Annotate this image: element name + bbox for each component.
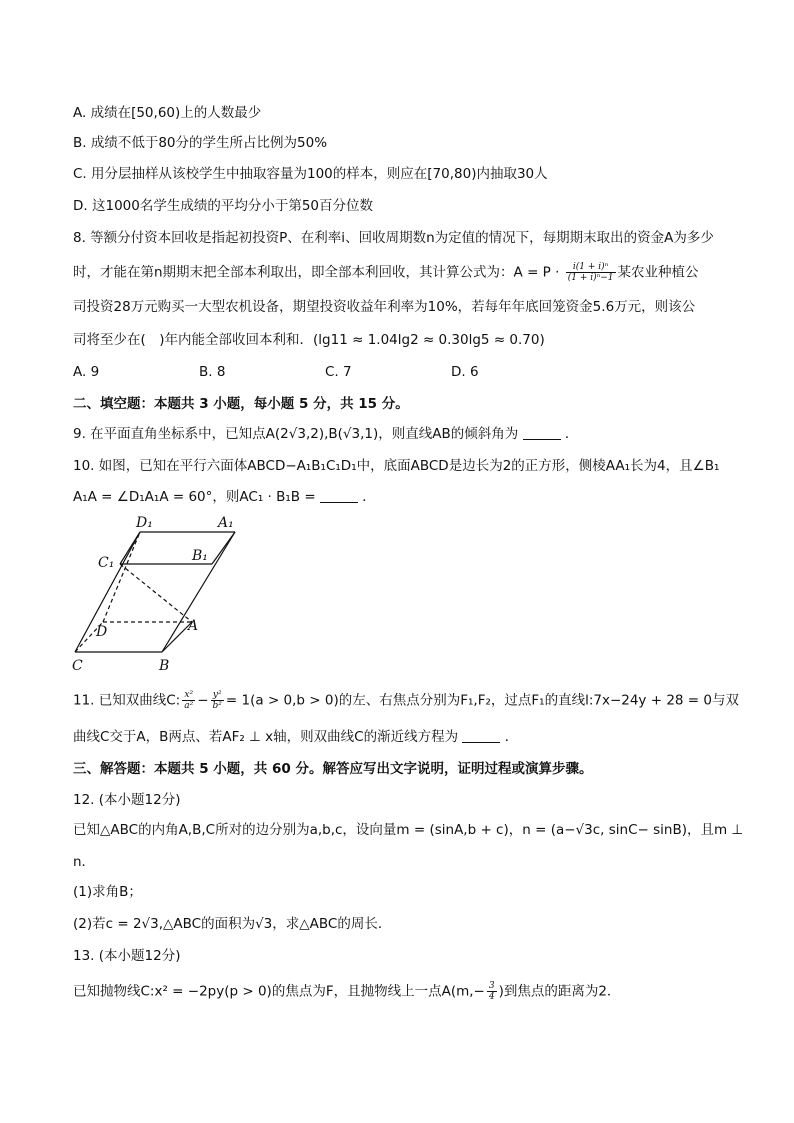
label-a: A bbox=[188, 618, 199, 634]
q11-x-fraction bbox=[182, 690, 195, 711]
q7-option-c: C. 用分层抽样从该校学生中抽取容量为100的样本，则应在[70,80)内抽取30人 bbox=[73, 166, 548, 182]
q9-text bbox=[73, 424, 578, 444]
q8-line-2-post: 某农业种植公 bbox=[617, 264, 699, 281]
q11-y-denominator: b² bbox=[212, 701, 222, 711]
q11-x-numerator: x² bbox=[182, 690, 195, 701]
q10-line-1: 10. 如图，已知在平行六面体ABCD−A₁B₁C₁D₁中，底面ABCD是边长为2的正方形，侧棱AA₁长为4，且∠B₁ bbox=[73, 458, 720, 474]
q8-line-1: 8. 等额分付资本回收是指起初投资P、在利率i、回收周期数n为定值的情况下，每期期末取出的资金A为多少 bbox=[73, 230, 714, 246]
q11-line-2 bbox=[73, 727, 518, 747]
q8-line-3: 司投资28万元购买一大型农机设备，期望投资收益年利率为10%，若每年年底回笼资金5.6万元，则该公 bbox=[73, 299, 696, 315]
q9-post: ． bbox=[564, 426, 579, 442]
q7-option-b: B. 成绩不低于80分的学生所占比例为50% bbox=[73, 135, 328, 151]
q8-options bbox=[73, 362, 577, 382]
q12-line-2: n． bbox=[73, 854, 96, 870]
parallelepiped-figure bbox=[70, 512, 260, 677]
q11-line-1 bbox=[73, 690, 739, 711]
section-fill-in-heading: 二、填空题：本题共 3 小题，每小题 5 分，共 15 分。 bbox=[73, 396, 409, 412]
q11-y-fraction bbox=[211, 690, 224, 711]
q9-pre: 9. 在平面直角坐标系中，已知点A(2√3,2),B(√3,1)，则直线AB的倾斜角为 bbox=[73, 426, 519, 442]
q11-answer-blank bbox=[462, 728, 500, 743]
edge-cd1 bbox=[75, 532, 140, 652]
q11-line-1-post: = 1(a > 0,b > 0)的左、右焦点分别为F₁,F₂，过点F₁的直线l:7x−24y + 28 = 0与双 bbox=[225, 692, 739, 709]
q13-fraction-numerator: 3 bbox=[488, 981, 495, 991]
q11-line-2-post: ． bbox=[504, 729, 519, 745]
q10-line-2 bbox=[73, 487, 376, 507]
edge-c1d1 bbox=[120, 532, 140, 564]
section-solution-heading: 三、解答题：本题共 5 小题，共 60 分。解答应写出文字说明，证明过程或演算步骤。 bbox=[73, 761, 593, 777]
q13-header: 13. (本小题12分) bbox=[73, 948, 181, 964]
label-b: B bbox=[159, 658, 170, 674]
q8-option-a: A. 9 bbox=[73, 364, 100, 380]
q11-line-1-pre: 11. 已知双曲线C: bbox=[73, 692, 181, 709]
edge-b1a1 bbox=[212, 532, 235, 564]
parallelepiped-diagram bbox=[70, 512, 260, 677]
q10-answer-blank bbox=[320, 488, 358, 503]
q8-line-4: 司将至少在( )年内能全部收回本利和．(lg11 ≈ 1.04lg2 ≈ 0.30lg5 ≈ 0.70) bbox=[73, 332, 545, 348]
q13-line-1-pre: 已知抛物线C:x² = −2py(p > 0)的焦点为F，且抛物线上一点A(m,− bbox=[73, 983, 485, 1000]
diagonal-c1a bbox=[120, 564, 192, 622]
q11-minus: − bbox=[197, 692, 209, 709]
q10-line-2-pre: A₁A = ∠D₁A₁A = 60°，则AC₁ · B₁B = bbox=[73, 489, 316, 505]
q11-y-numerator: y² bbox=[211, 690, 224, 701]
q11-line-2-pre: 曲线C交于A，B两点、若AF₂ ⊥ x轴，则双曲线C的渐近线方程为 bbox=[73, 729, 459, 745]
q7-option-d: D. 这1000名学生成绩的平均分小于第50百分位数 bbox=[73, 198, 374, 214]
q8-line-2 bbox=[73, 262, 699, 283]
q8-fraction-numerator: i(1 + i)ⁿ bbox=[566, 262, 616, 273]
label-d: D bbox=[96, 624, 108, 640]
edge-dd1 bbox=[103, 532, 140, 622]
q12-part-2: (2)若c = 2√3,△ABC的面积为√3，求△ABC的周长． bbox=[73, 916, 392, 932]
q13-fraction-denominator: 4 bbox=[488, 992, 495, 1002]
q7-option-a: A. 成绩在[50,60)上的人数最少 bbox=[73, 105, 262, 121]
q8-option-d: D. 6 bbox=[451, 364, 479, 380]
q8-line-2-pre: 时，才能在第n期期末把全部本利取出，即全部本利回收，其计算公式为：A = P · bbox=[73, 264, 560, 281]
q8-option-b: B. 8 bbox=[199, 364, 226, 380]
q12-line-1: 已知△ABC的内角A,B,C所对的边分别为a,b,c，设向量m = (sinA,b + c)，n = (a−√3c, sinC− sinB)，且m ⊥ bbox=[73, 822, 744, 838]
q11-x-denominator: a² bbox=[184, 701, 194, 711]
label-d1: D₁ bbox=[136, 515, 153, 531]
q8-option-c: C. 7 bbox=[325, 364, 352, 380]
q10-line-2-post: ． bbox=[362, 489, 376, 505]
q8-formula-fraction bbox=[566, 262, 616, 283]
q9-answer-blank bbox=[523, 425, 561, 440]
q13-fraction bbox=[487, 981, 497, 1002]
q12-header: 12. (本小题12分) bbox=[73, 792, 181, 808]
q13-line-1 bbox=[73, 981, 620, 1002]
q12-part-1: (1)求角B； bbox=[73, 884, 142, 900]
q13-line-1-post: )到焦点的距离为2． bbox=[498, 983, 621, 1000]
label-b1: B₁ bbox=[192, 548, 208, 564]
q8-fraction-denominator: (1 + i)ⁿ−1 bbox=[567, 273, 614, 283]
label-c1: C₁ bbox=[98, 555, 115, 571]
label-c: C bbox=[72, 658, 83, 674]
label-a1: A₁ bbox=[218, 515, 234, 531]
